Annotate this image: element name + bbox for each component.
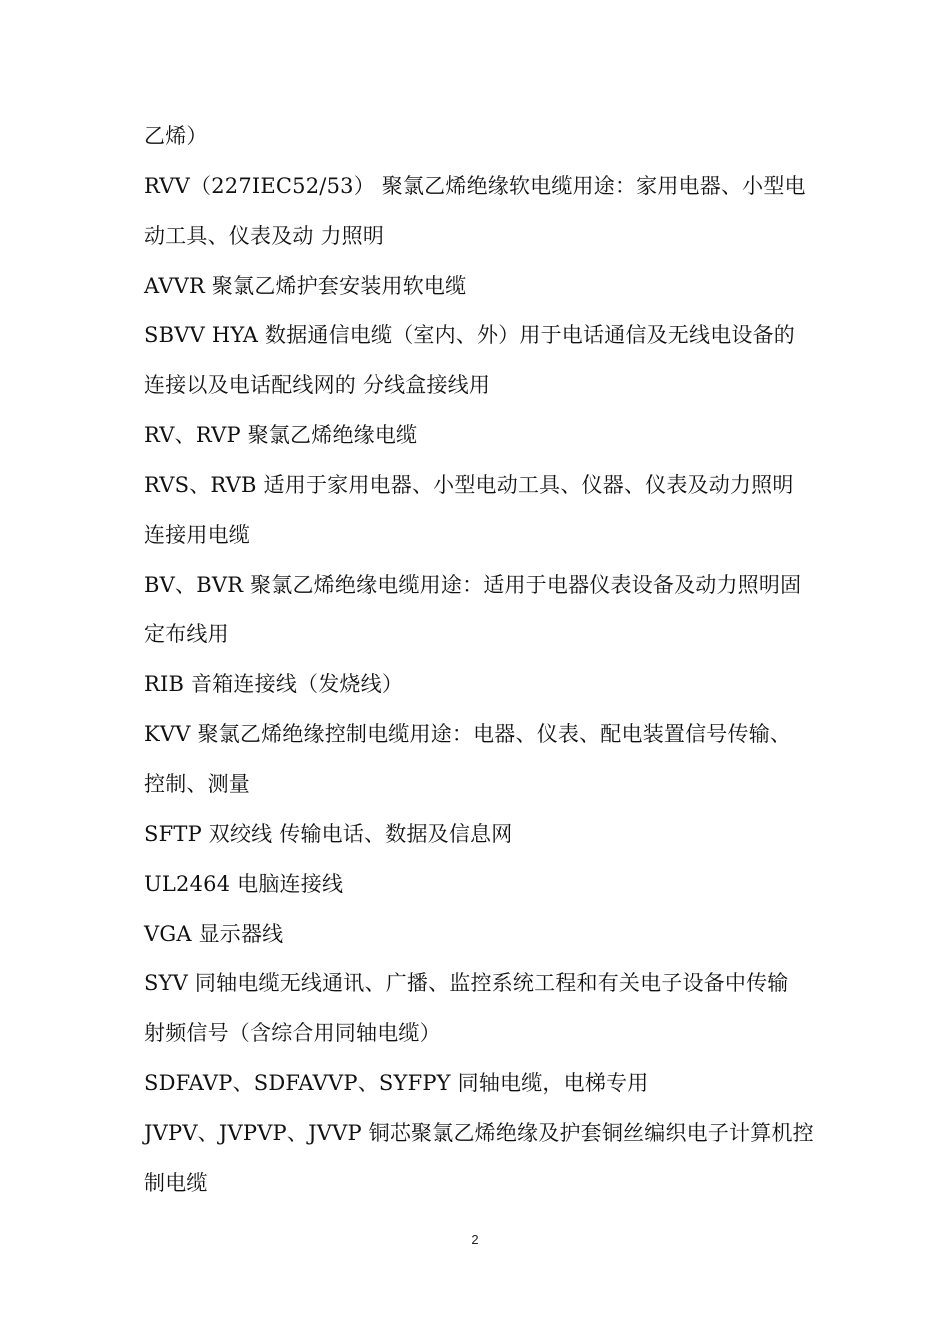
text-line: 制电缆	[144, 1170, 208, 1195]
text-line: RIB 音箱连接线（发烧线）	[144, 672, 404, 697]
text-line: RVV（227IEC52/53） 聚氯乙烯绝缘软电缆用途：家用电器、小型电	[144, 173, 806, 198]
page-number: 2	[471, 1232, 479, 1247]
text-line: VGA 显示器线	[144, 921, 284, 946]
document-body	[144, 118, 824, 1215]
text-line: KVV 聚氯乙烯绝缘控制电缆用途：电器、仪表、配电装置信号传输、	[144, 722, 792, 747]
text-line: JVPV、JVPVP、JVVP 铜芯聚氯乙烯绝缘及护套铜丝编织电子计算机控	[144, 1120, 814, 1145]
text-line: AVVR 聚氯乙烯护套安装用软电缆	[144, 273, 467, 298]
text-line: SFTP 双绞线 传输电话、数据及信息网	[144, 821, 513, 846]
text-line: 定布线用	[144, 622, 229, 647]
text-line: 动工具、仪表及动 力照明	[144, 223, 385, 248]
text-line: SDFAVP、SDFAVVP、SYFPY 同轴电缆，电梯专用	[144, 1071, 649, 1096]
text-line: 连接以及电话配线网的 分线盒接线用	[144, 373, 491, 398]
text-line: 射频信号（含综合用同轴电缆）	[144, 1021, 441, 1046]
text-line: 连接用电缆	[144, 522, 250, 547]
text-line: UL2464 电脑连接线	[144, 871, 344, 896]
text-line: BV、BVR 聚氯乙烯绝缘电缆用途：适用于电器仪表设备及动力照明固	[144, 572, 802, 597]
text-line: 控制、测量	[144, 771, 250, 796]
text-line: SBVV HYA 数据通信电缆（室内、外）用于电话通信及无线电设备的	[144, 323, 796, 348]
text-line: SYV 同轴电缆无线通讯、广播、监控系统工程和有关电子设备中传输	[144, 971, 789, 996]
text-line: RVS、RVB 适用于家用电器、小型电动工具、仪器、仪表及动力照明	[144, 472, 794, 497]
text-line: RV、RVP 聚氯乙烯绝缘电缆	[144, 423, 418, 448]
text-line: 乙烯）	[144, 124, 208, 148]
